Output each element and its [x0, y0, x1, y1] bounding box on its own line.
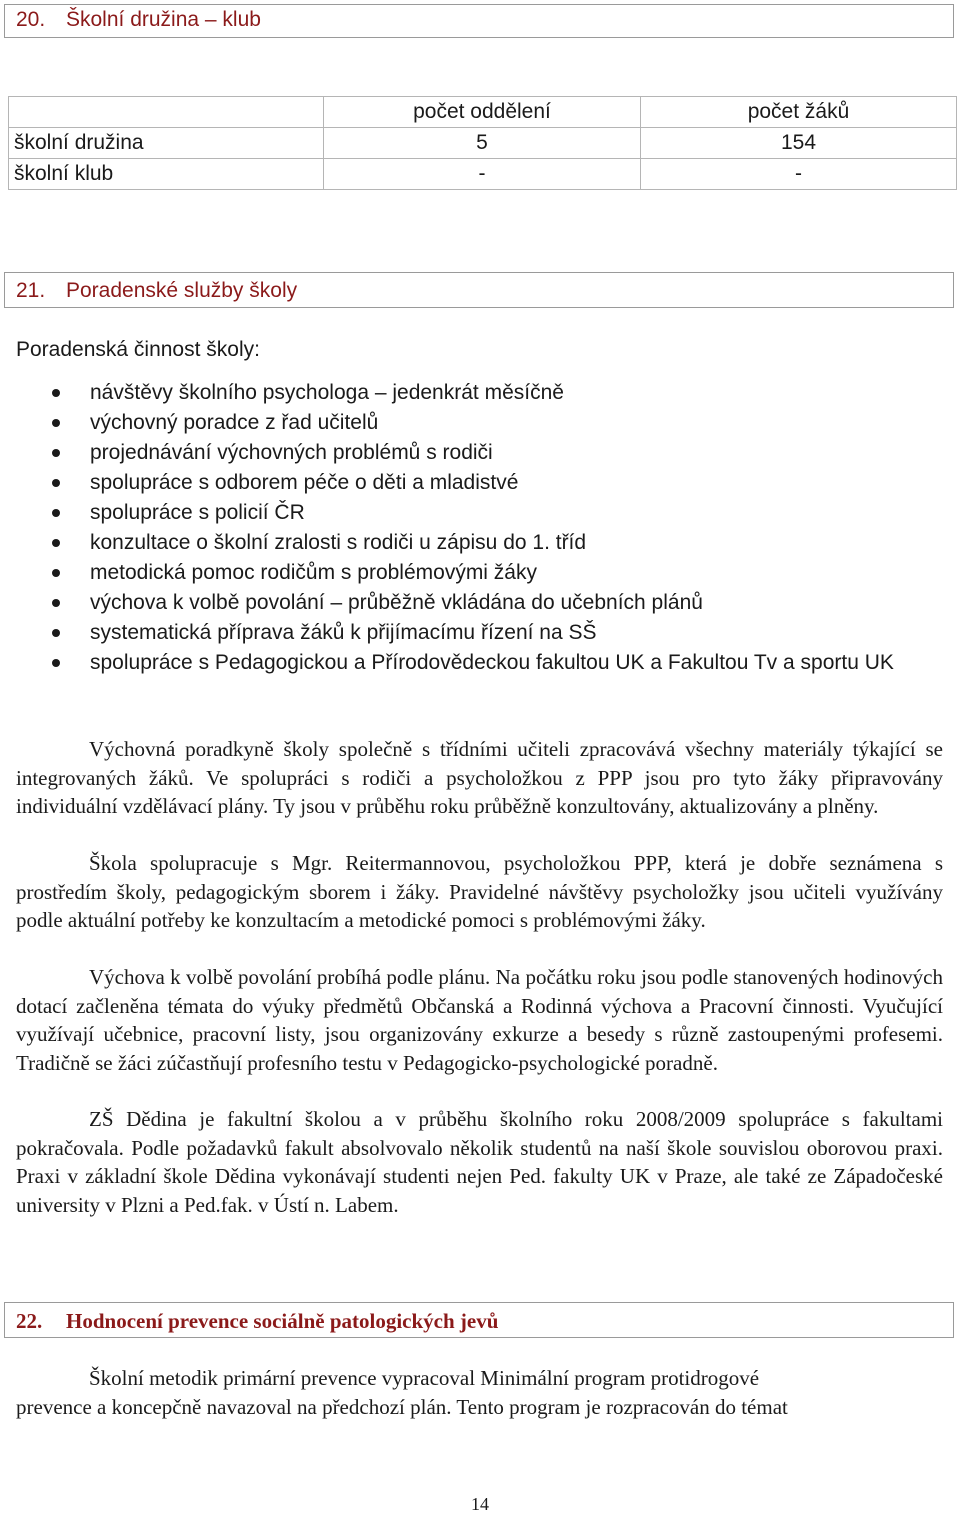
bullet-icon — [52, 569, 60, 577]
list-item-text: spolupráce s policií ČR — [90, 501, 305, 524]
bullet-icon — [52, 599, 60, 607]
bullet-icon — [52, 389, 60, 397]
list-item-text: konzultace o školní zralosti s rodiči u zápisu do 1. tříd — [90, 531, 587, 554]
list-item-text: projednávání výchovných problémů s rodiči — [90, 441, 493, 464]
paragraph: ZŠ Dědina je fakultní školou a v průběhu školního roku 2008/2009 spolupráce s fakultami pokračovala. Podle požadavků fakult absolvovalo několik studentů na naší škole souvislou oborovou praxi. Praxi v základní škole Dědina vykonávají studenti nejen Ped. fakulty UK v Praze, ale také ze Západočeské university v Plzni a Ped.fak. v Ústí n. Labem. — [16, 1107, 943, 1217]
section-20-heading — [4, 4, 954, 38]
list-item-text: návštěvy školního psychologa – jedenkrát měsíčně — [90, 381, 564, 404]
table-cell: 154 — [641, 128, 957, 159]
bullet-icon — [52, 449, 60, 457]
list-item — [0, 648, 945, 678]
list-item — [0, 528, 945, 558]
table-header-cell: počet oddělení — [324, 97, 641, 128]
table-row — [9, 128, 957, 159]
list-item-text: výchovný poradce z řad učitelů — [90, 411, 379, 434]
bullet-icon — [52, 479, 60, 487]
intro-text: Poradenská činnost školy: — [16, 338, 260, 361]
table-cell: školní klub — [9, 159, 324, 190]
list-item — [0, 438, 945, 468]
list-item — [0, 408, 945, 438]
list-item — [0, 498, 945, 528]
table-header-row — [9, 97, 957, 128]
section-22-heading — [4, 1302, 954, 1338]
section-22-number: 22. — [16, 1309, 43, 1333]
paragraph: Škola spolupracuje s Mgr. Reitermannovou, psycholožkou PPP, která je dobře seznámena s prostředím školy, pedagogickým sborem i žáky. Pravidelné návštěvy psycholožky jsou učiteli využívány podle aktuální potřeby ke konzultacím a metodické pomoci s problémovými žáky. — [16, 851, 943, 932]
section-20-number: 20. — [16, 8, 46, 31]
list-item — [0, 558, 945, 588]
table-cell: školní družina — [9, 128, 324, 159]
section-22-text-line: Školní metodik primární prevence vypracoval Minimální program protidrogové — [89, 1366, 760, 1390]
table-cell: 5 — [324, 128, 641, 159]
list-item-text: metodická pomoc rodičům s problémovými žáky — [90, 561, 537, 584]
list-item-text: systematická příprava žáků k přijímacímu řízení na SŠ — [90, 621, 597, 644]
bullet-icon — [52, 509, 60, 517]
services-list — [0, 378, 945, 678]
section-22-text-line: prevence a koncepčně navazoval na předchozí plán. Tento program je rozpracován do témat — [16, 1395, 788, 1419]
table-cell: - — [641, 159, 957, 190]
druzina-table — [8, 96, 957, 190]
section-20-title: Školní družina – klub — [66, 8, 261, 31]
section-21-number: 21. — [16, 279, 46, 302]
list-item — [0, 588, 945, 618]
section-21-title: Poradenské služby školy — [66, 279, 298, 302]
section-21-heading — [4, 272, 954, 308]
list-item — [0, 468, 945, 498]
list-item-text: spolupráce s Pedagogickou a Přírodovědeckou fakultou UK a Fakultou Tv a sportu UK — [90, 651, 894, 674]
bullet-icon — [52, 419, 60, 427]
paragraph: Výchova k volbě povolání probíhá podle plánu. Na počátku roku jsou podle stanovených hodinových dotací začleněna témata do výuky předmětů Občanská a Rodinná výchova a Pracovní činnosti. Vyučující využívají učebnice, pracovní listy, jsou organizovány exkurze a besedy s různě zastoupenými profesemi. Tradičně se žáci zúčastňují profesního testu v Pedagogicko-psychologické poradně. — [16, 965, 943, 1075]
table-cell: - — [324, 159, 641, 190]
list-item-text: spolupráce s odborem péče o děti a mladistvé — [90, 471, 519, 494]
page-number: 14 — [471, 1494, 489, 1514]
list-item — [0, 378, 945, 408]
table-header-cell — [9, 97, 324, 128]
table-row — [9, 159, 957, 190]
table-header-cell: počet žáků — [641, 97, 957, 128]
list-item-text: výchova k volbě povolání – průběžně vkládána do učebních plánů — [90, 591, 703, 614]
list-item — [0, 618, 945, 648]
section-22-title: Hodnocení prevence sociálně patologických jevů — [66, 1309, 499, 1333]
bullet-icon — [52, 629, 60, 637]
bullet-icon — [52, 659, 60, 667]
paragraph: Výchovná poradkyně školy společně s třídními učiteli zpracovává všechny materiály týkající se integrovaných žáků. Ve spolupráci s rodiči a psycholožkou z PPP jsou pro tyto žáky připravovány individuální vzdělávací plány. Ty jsou v průběhu roku průběžně konzultovány, aktualizovány a plněny. — [16, 737, 943, 818]
bullet-icon — [52, 539, 60, 547]
